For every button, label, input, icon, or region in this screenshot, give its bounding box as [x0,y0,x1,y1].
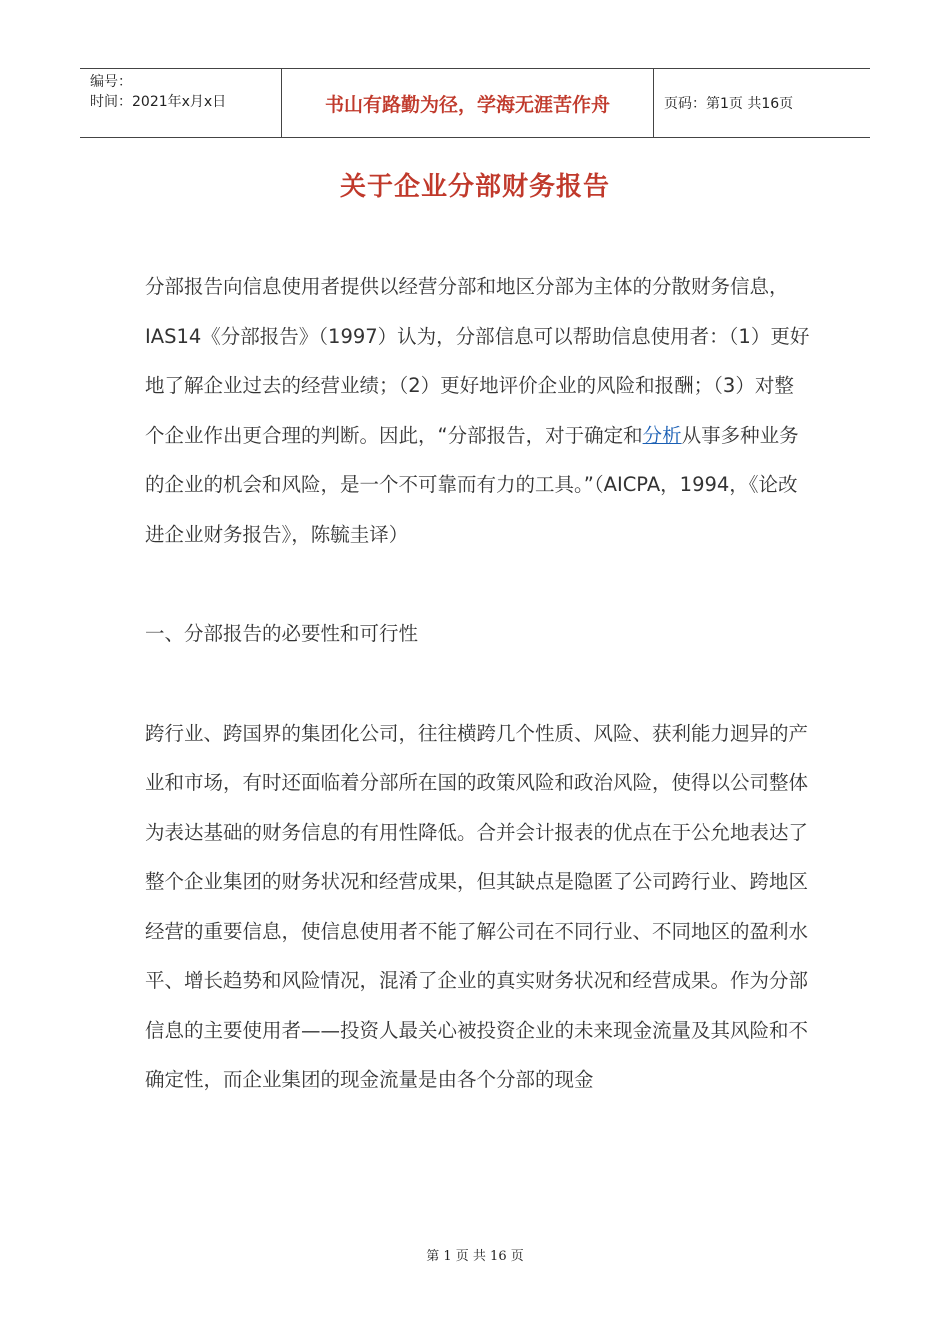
header-meta [80,69,282,137]
time-label: 时间：2021年x月x日 [90,94,227,110]
section-heading: 一、分部报告的必要性和可行性 [145,622,419,645]
header-motto: 书山有路勤为径，学海无涯苦作舟 [282,69,654,137]
analysis-link[interactable]: 分析 [642,423,682,447]
document-body [145,262,810,1105]
header-page-info: 页码：第1页 共16页 [664,96,794,112]
page-footer: 第 1 页 共 16 页 [426,1249,524,1264]
document-title: 关于企业分部财务报告 [339,172,610,202]
spacer [145,559,810,609]
intro-text-end: 从事多种业务的企业的机会和风险，是一个不可靠而有力的工具。”（AICPA，1994，《论改进企业财务报告》，陈毓圭译） [145,423,799,546]
intro-text-start: 分部报告向信息使用者提供以经营分部和地区分部为主体的分散财务信息，IAS14《分部报告》（1997）认为，分部信息可以帮助信息使用者：（1）更好地了解企业过去的经营业绩；（2）更好地评价企业的风险和报酬；（3）对整个企业作出更合理的判断。因此，“分部报告，对于确定和 [145,275,810,447]
spacer [145,659,810,709]
intro-paragraph [145,262,810,559]
document-header [80,68,870,138]
number-label: 编号： [90,74,132,90]
body-paragraph: 跨行业、跨国界的集团化公司，往往横跨几个性质、风险、获利能力迥异的产业和市场，有时还面临着分部所在国的政策风险和政治风险，使得以公司整体为表达基础的财务信息的有用性降低。合并会计报表的优点在于公允地表达了整个企业集团的财务状况和经营成果，但其缺点是隐匿了公司跨行业、跨地区经营的重要信息，使信息使用者不能了解公司在不同行业、不同地区的盈利水平、增长趋势和风险情况，混淆了企业的真实财务状况和经营成果。作为分部信息的主要使用者——投资人最关心被投资企业的未来现金流量及其风险和不确定性，而企业集团的现金流量是由各个分部的现金 [145,721,809,1091]
